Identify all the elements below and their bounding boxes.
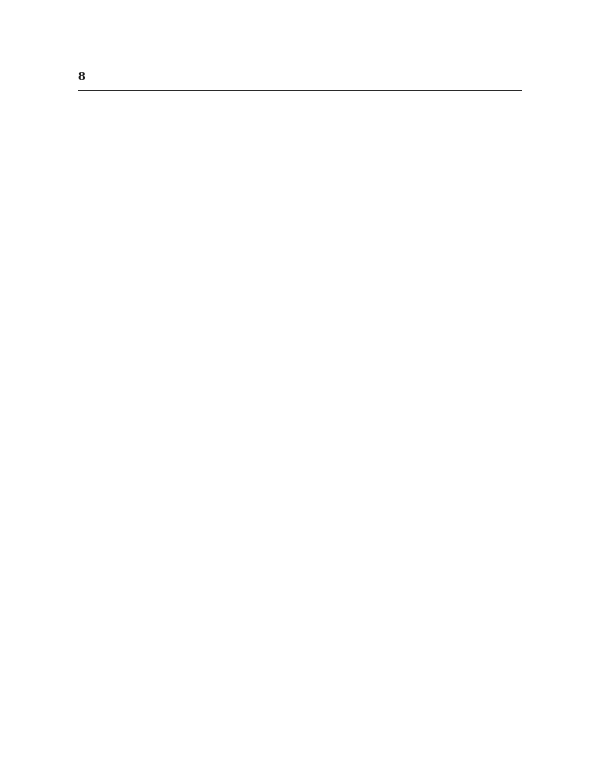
- paragraph: [78, 209, 522, 225]
- paragraph: [78, 225, 522, 241]
- paragraph: [78, 178, 522, 194]
- running-header: [78, 70, 522, 91]
- paragraph: [78, 163, 522, 179]
- paragraph-continued: [78, 109, 522, 125]
- paragraph: [78, 194, 522, 210]
- body-text: [78, 109, 522, 240]
- section-heading: [78, 139, 522, 153]
- page-number: 8: [78, 70, 87, 83]
